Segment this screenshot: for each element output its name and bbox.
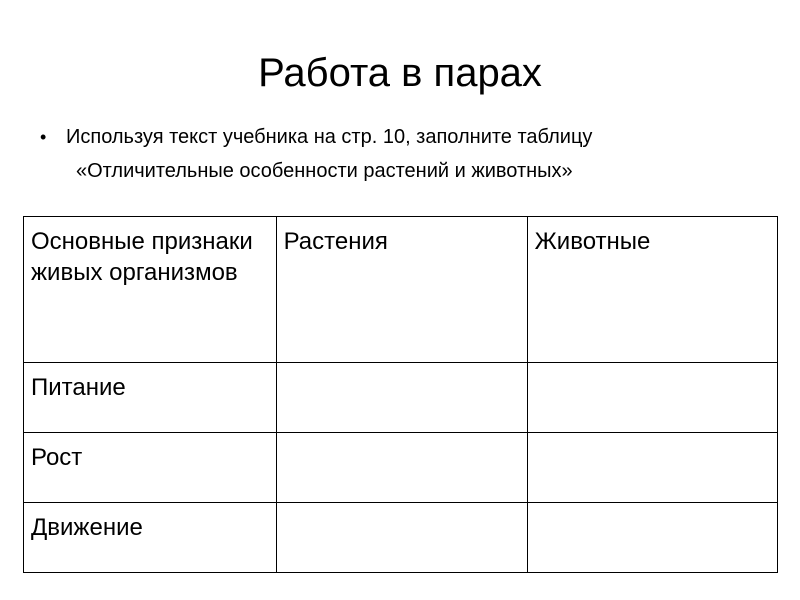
table-header-row xyxy=(24,217,778,363)
slide-title: Работа в парах xyxy=(258,51,542,95)
instruction-text-line1: Используя текст учебника на стр. 10, заполните таблицу xyxy=(66,126,593,148)
header-cell-criteria: Основные признаки живых организмов xyxy=(24,217,277,363)
instruction-bullet xyxy=(40,120,780,188)
header-cell-animals: Животные xyxy=(527,217,777,363)
bullet-dot-icon: • xyxy=(40,127,47,147)
animals-cell xyxy=(527,363,777,433)
features-table xyxy=(23,216,778,573)
row-label-cell: Питание xyxy=(24,363,277,433)
plants-cell xyxy=(276,363,527,433)
row-label-cell: Рост xyxy=(24,433,277,503)
table-row xyxy=(24,433,778,503)
plants-cell xyxy=(276,503,527,573)
animals-cell xyxy=(527,433,777,503)
table-row xyxy=(24,503,778,573)
bullet-row xyxy=(40,120,780,154)
header-cell-plants: Растения xyxy=(276,217,527,363)
instruction-text-line2: «Отличительные особенности растений и животных» xyxy=(76,160,573,182)
row-label-cell: Движение xyxy=(24,503,277,573)
animals-cell xyxy=(527,503,777,573)
plants-cell xyxy=(276,433,527,503)
table-row xyxy=(24,363,778,433)
